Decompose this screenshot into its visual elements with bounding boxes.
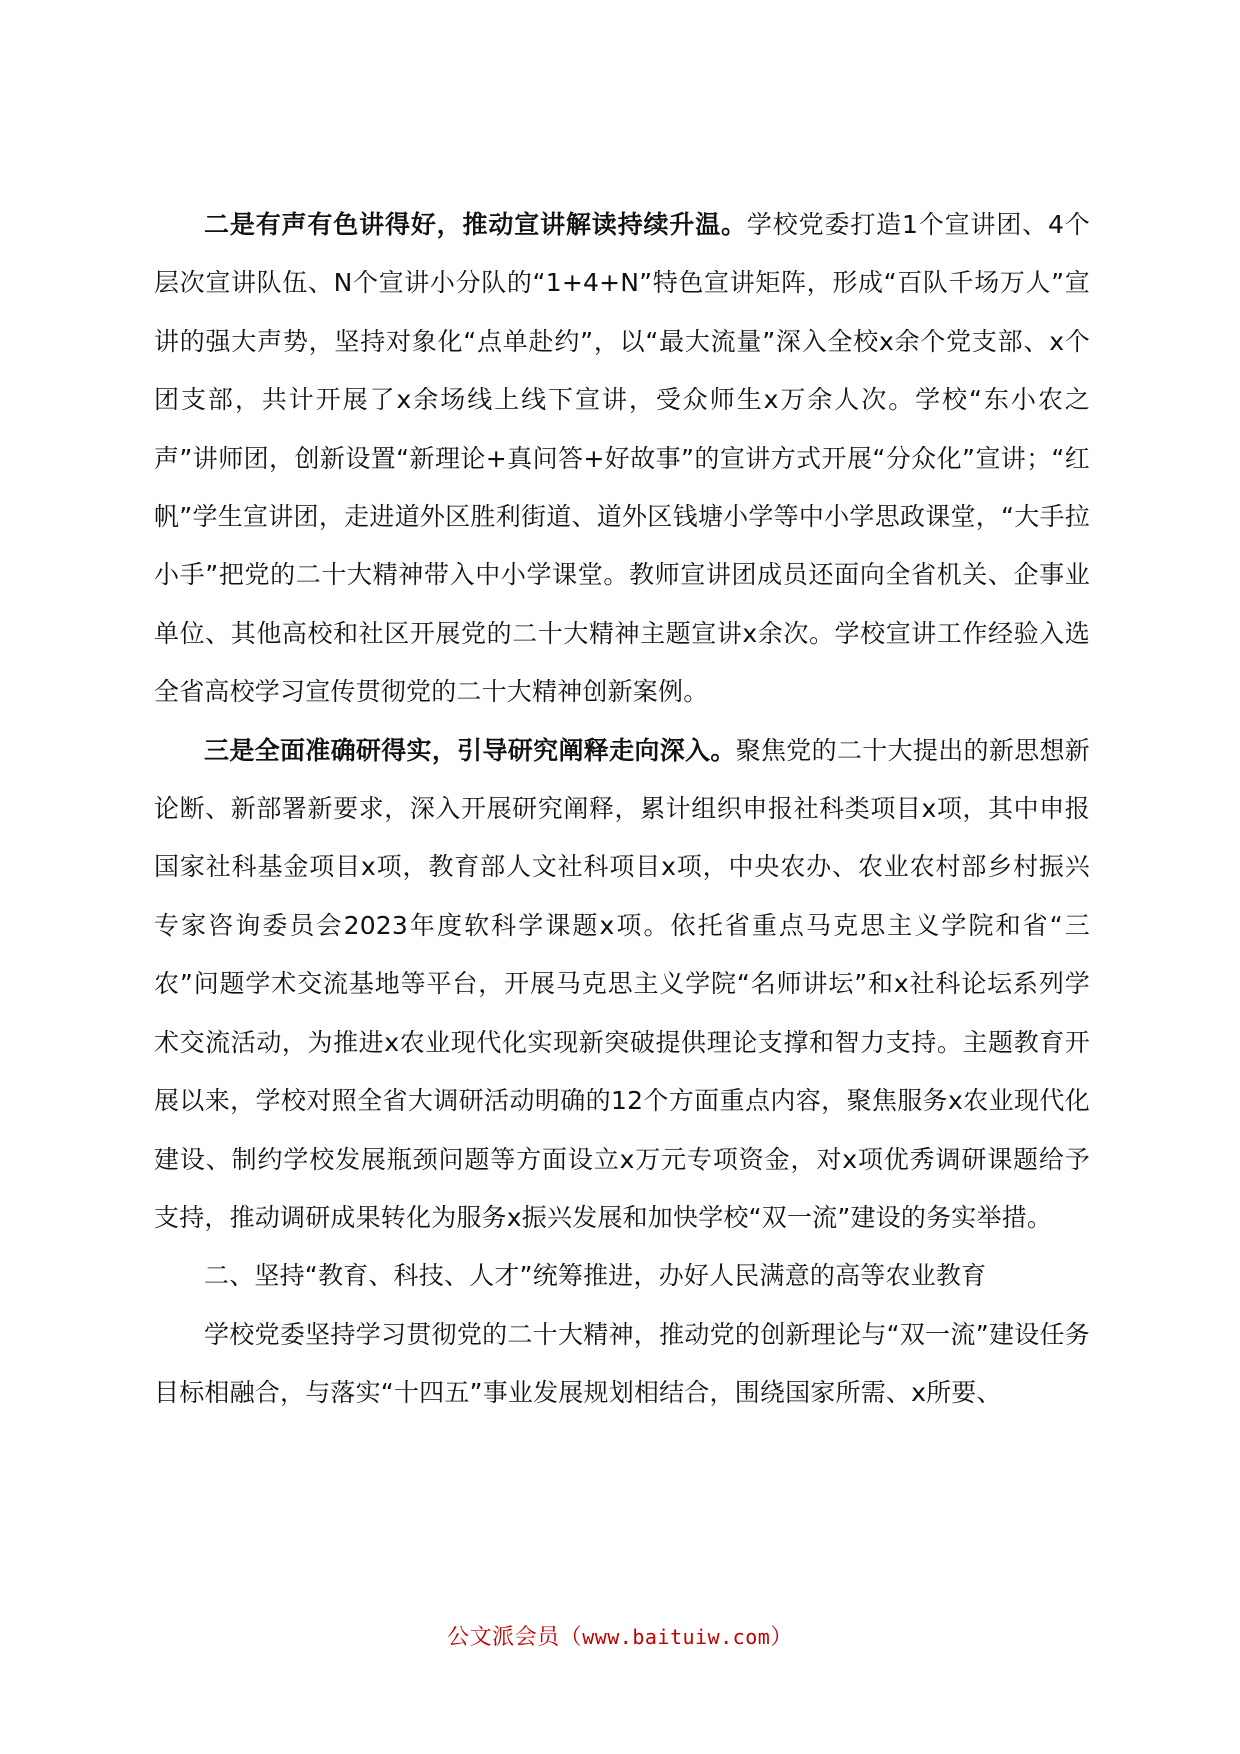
paragraph-research [154, 722, 1090, 1248]
paragraph-text: 学校党委坚持学习贯彻党的二十大精神，推动党的创新理论与“双一流”建设任务目标相融合，与落实“十四五”事业发展规划相结合，围绕国家所需、x所要、 [154, 1319, 1090, 1408]
footer-open-paren: （ [559, 1625, 583, 1650]
document-body [154, 196, 1090, 1423]
paragraph-publicity [154, 196, 1090, 722]
footer-url-link[interactable]: www.baituiw.com [582, 1625, 771, 1649]
section-heading-text: 二、坚持“教育、科技、人才”统筹推进，办好人民满意的高等农业教育 [204, 1261, 987, 1291]
footer-label: 公文派会员 [447, 1625, 560, 1650]
paragraph-heading: 三是全面准确研得实，引导研究阐释走向深入。 [204, 735, 736, 765]
footer-close-paren: ） [770, 1625, 793, 1650]
paragraph-text: 学校党委打造1个宣讲团、4个层次宣讲队伍、N个宣讲小分队的“1+4+N”特色宣讲矩阵，形成“百队千场万人”宣讲的强大声势，坚持对象化“点单赴约”，以“最大流量”深入全校x余个党支部、x个团支部，共计开展了x余场线上线下宣讲，受众师生x万余人次。学校“东小农之声”讲师团，创新设置“新理论+真问答+好故事”的宣讲方式开展“分众化”宣讲；“红帆”学生宣讲团，走进道外区胜利街道、道外区钱塘小学等中小学思政课堂，“大手拉小手”把党的二十大精神带入中小学课堂。教师宣讲团成员还面向全省机关、企事业单位、其他高校和社区开展党的二十大精神主题宣讲x余次。学校宣讲工作经验入选全省高校学习宣传贯彻党的二十大精神创新案例。 [154, 210, 1090, 707]
section-heading [154, 1247, 1090, 1305]
footer-watermark [0, 1620, 1240, 1651]
paragraph-heading: 二是有声有色讲得好，推动宣讲解读持续升温。 [204, 210, 747, 239]
paragraph-education [154, 1306, 1090, 1423]
paragraph-text: 聚焦党的二十大提出的新思想新论断、新部署新要求，深入开展研究阐释，累计组织申报社科类项目x项，其中申报国家社科基金项目x项，教育部人文社科项目x项，中央农办、农业农村部乡村振兴专家咨询委员会2023年度软科学课题x项。依托省重点马克思主义学院和省“三农”问题学术交流基地等平台，开展马克思主义学院“名师讲坛”和x社科论坛系列学术交流活动，为推进x农业现代化实现新突破提供理论支撑和智力支持。主题教育开展以来，学校对照全省大调研活动明确的12个方面重点内容，聚焦服务x农业现代化建设、制约学校发展瓶颈问题等方面设立x万元专项资金，对x项优秀调研课题给予支持，推动调研成果转化为服务x振兴发展和加快学校“双一流”建设的务实举措。 [154, 735, 1090, 1232]
